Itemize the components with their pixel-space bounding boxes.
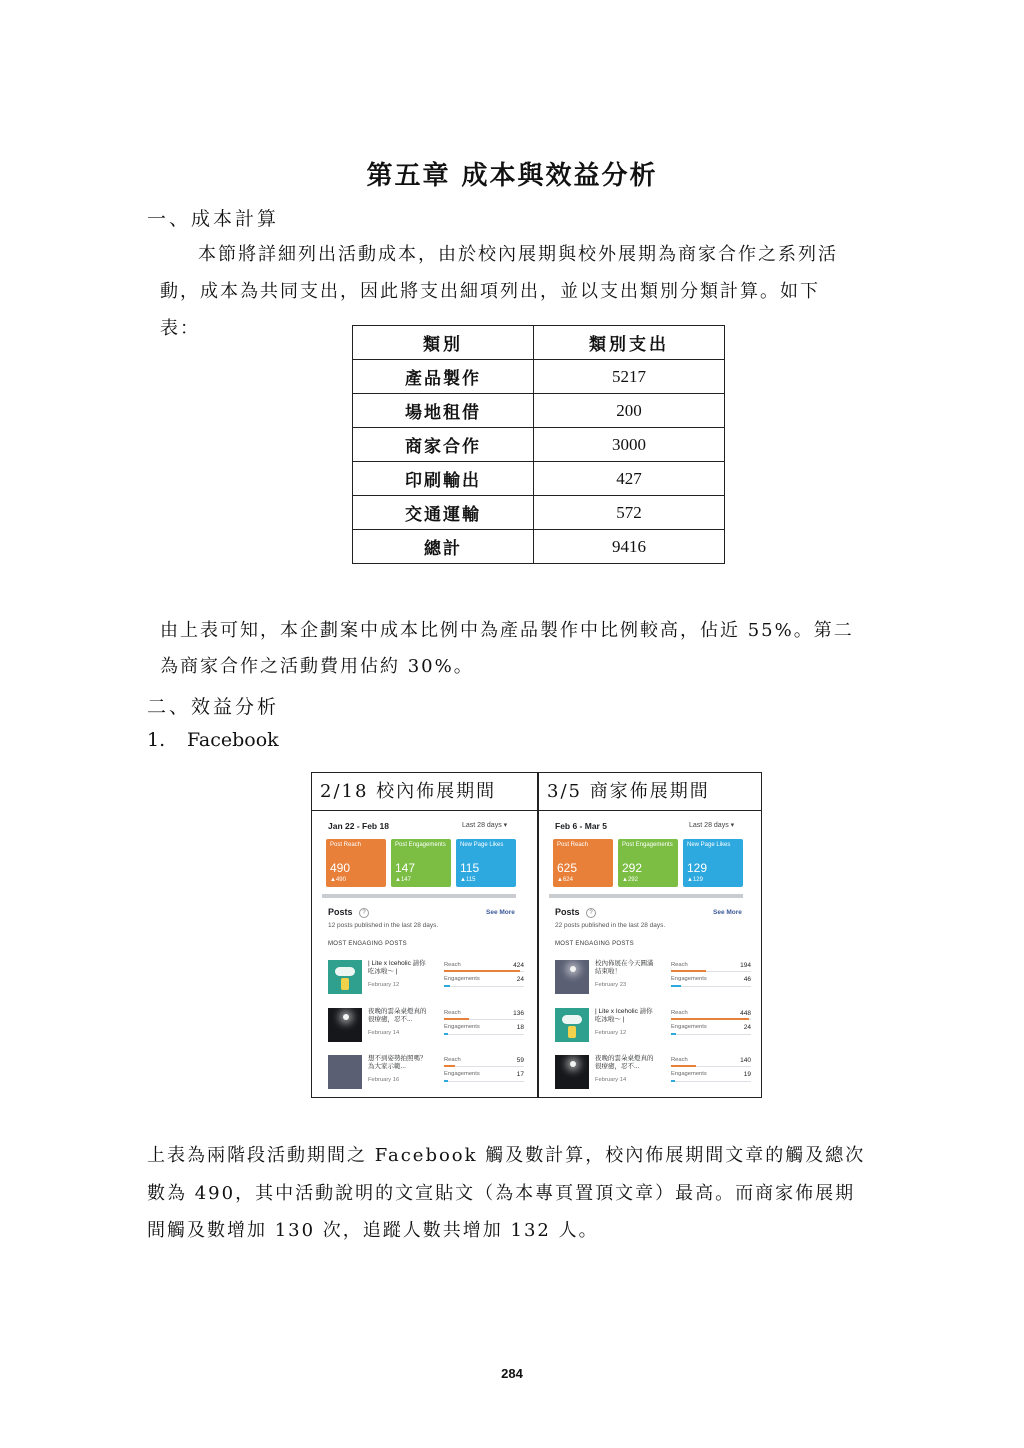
summary-line-1: 由上表可知，本企劃案中成本比例中為產品製作中比例較高，佔近 55%。第二 [160,620,854,641]
post-date: February 23 [595,982,627,988]
card-change: ▲624 [557,877,573,883]
engagements-value: 24 [516,976,524,983]
list-item[interactable] [328,1008,524,1048]
table-row [353,462,725,496]
page-title: 第五章 成本與效益分析 [366,161,658,191]
card-value: 115 [460,861,480,875]
post-thumbnail [328,1008,362,1042]
card-change: ▲115 [460,877,476,883]
table-row [353,360,725,394]
card-label: Post Engagements [395,842,446,848]
engagements-bar [671,985,681,987]
info-icon: ? [586,908,596,918]
cell-category: 總計 [353,530,534,564]
period-dropdown[interactable]: Last 28 days ▾ [689,822,735,829]
cost-para-line-2: 動，成本為共同支出，因此將支出細項列出，並以支出類別分類計算。如下 [160,281,820,302]
reach-label: Reach [444,1057,461,1063]
post-thumbnail [555,1008,589,1042]
post-thumbnail [555,960,589,994]
engagements-label: Engagements [444,1071,480,1077]
col-header-category: 類別 [353,326,534,360]
facebook-insights-figure [311,772,762,1098]
post-date: February 16 [368,1077,400,1083]
engagements-label: Engagements [671,1024,707,1030]
cell-amount: 5217 [534,360,725,394]
post-date: February 14 [368,1030,400,1036]
section-heading-benefit: 二、效益分析 [147,696,280,718]
card-value: 147 [395,861,416,875]
reach-label: Reach [671,1010,688,1016]
cell-category: 交通運輸 [353,496,534,530]
new-page-likes-card [683,839,743,887]
list-item-facebook: Facebook [187,729,279,751]
conclusion-line-3: 間觸及數增加 130 次，追蹤人數共增加 132 人。 [147,1220,599,1241]
post-date: February 12 [368,982,400,988]
card-change: ▲129 [687,877,703,883]
post-engagements-card [618,839,678,887]
info-icon: ? [359,908,369,918]
engagements-bar [444,1080,448,1082]
reach-label: Reach [444,962,461,968]
divider-bar [322,894,516,898]
card-change: ▲292 [622,877,638,883]
cell-amount: 427 [534,462,725,496]
summary-line-2: 為商家合作之活動費用佔約 30%。 [160,656,474,677]
engagements-value: 18 [516,1024,524,1031]
engagements-label: Engagements [671,976,707,982]
list-item[interactable] [328,960,524,1000]
reach-value: 194 [740,962,751,969]
engagements-value: 19 [743,1071,751,1078]
cell-category: 場地租借 [353,394,534,428]
card-label: New Page Likes [460,842,504,848]
period-dropdown[interactable]: Last 28 days ▾ [462,822,508,829]
reach-value: 136 [513,1010,524,1017]
cell-category: 產品製作 [353,360,534,394]
card-label: Post Reach [330,842,362,848]
date-range: Jan 22 - Feb 18 [328,821,389,831]
engagements-value: 46 [743,976,751,983]
card-label: Post Engagements [622,842,673,848]
card-change: ▲490 [330,877,346,883]
section-heading-cost: 一、成本計算 [147,208,280,230]
post-thumbnail [555,1055,589,1089]
card-value: 292 [622,861,643,875]
card-label: New Page Likes [687,842,731,848]
date-range: Feb 6 - Mar 5 [555,821,607,831]
cost-para-line-3: 表： [160,318,200,339]
post-thumbnail [328,960,362,994]
table-row [353,496,725,530]
reach-label: Reach [671,1057,688,1063]
most-engaging-heading: MOST ENGAGING POSTS [328,941,407,947]
cell-amount: 200 [534,394,725,428]
post-text: 想不到姿勢拍照嗎？為大家示範... [368,1055,427,1070]
right-insights-panel [539,813,761,1095]
engagements-label: Engagements [444,1024,480,1030]
table-row [353,428,725,462]
engagements-bar [444,1033,448,1035]
reach-bar [671,1018,749,1020]
post-text: | Lite x Iceholic 請你吃冰啦～ | [368,960,426,975]
most-engaging-heading: MOST ENGAGING POSTS [555,941,634,947]
card-label: Post Reach [557,842,589,848]
conclusion-line-1: 上表為兩階段活動期間之 Facebook 觸及數計算，校內佈展期間文章的觸及總次 [147,1145,866,1166]
reach-value: 59 [516,1057,524,1064]
reach-bar [444,970,520,972]
engagements-bar [444,985,450,987]
post-engagements-card [391,839,451,887]
post-thumbnail [328,1055,362,1089]
engagements-label: Engagements [444,976,480,982]
list-item-number: 1. [147,729,166,751]
card-value: 490 [330,861,351,875]
left-period-header: 2/18 校內佈展期間 [312,773,538,811]
right-period-header: 3/5 商家佈展期間 [539,773,761,811]
new-page-likes-card [456,839,516,887]
reach-value: 448 [740,1010,751,1017]
card-value: 625 [557,861,578,875]
reach-label: Reach [671,962,688,968]
table-row [353,394,725,428]
cost-table [352,325,725,564]
see-more-link[interactable]: See More [486,909,515,916]
reach-bar [671,1065,696,1067]
cell-amount: 9416 [534,530,725,564]
post-reach-card [326,839,386,887]
post-text: 夜晚的雲朵桌燈真的很療癒，忍不... [368,1008,427,1023]
post-text: | Lite x Iceholic 請你吃冰啦～ | [595,1008,653,1023]
cell-amount: 572 [534,496,725,530]
table-row-total [353,530,725,564]
cell-category: 印刷輸出 [353,462,534,496]
cell-amount: 3000 [534,428,725,462]
engagements-value: 24 [743,1024,751,1031]
post-text: 校內佈展在今天圓滿結束啦！ [595,960,654,975]
post-reach-card [553,839,613,887]
reach-bar [444,1018,469,1020]
left-insights-panel [312,813,534,1095]
posts-subtitle: 22 posts published in the last 28 days. [555,922,666,929]
posts-title: Posts [555,907,580,917]
cell-category: 商家合作 [353,428,534,462]
engagements-bar [671,1033,676,1035]
list-item[interactable] [555,1055,751,1095]
divider-bar [549,894,743,898]
list-item[interactable] [555,1008,751,1048]
reach-value: 140 [740,1057,751,1064]
reach-bar [671,970,706,972]
list-item[interactable] [555,960,751,1000]
engagements-value: 17 [516,1071,524,1078]
col-header-amount: 類別支出 [534,326,725,360]
reach-value: 424 [513,962,524,969]
card-value: 129 [687,861,708,875]
list-item[interactable] [328,1055,524,1095]
engagements-bar [671,1080,675,1082]
conclusion-line-2: 數為 490，其中活動說明的文宣貼文（為本專頁置頂文章）最高。而商家佈展期 [147,1183,856,1204]
engagements-label: Engagements [671,1071,707,1077]
post-date: February 12 [595,1030,627,1036]
card-change: ▲147 [395,877,411,883]
post-date: February 14 [595,1077,627,1083]
table-header-row [353,326,725,360]
reach-label: Reach [444,1010,461,1016]
posts-title: Posts [328,907,353,917]
cost-para-line-1: 本節將詳細列出活動成本，由於校內展期與校外展期為商家合作之系列活 [198,244,838,265]
posts-subtitle: 12 posts published in the last 28 days. [328,922,439,929]
post-text: 夜晚的雲朵桌燈真的很療癒，忍不... [595,1055,654,1070]
see-more-link[interactable]: See More [713,909,742,916]
page-number: 284 [501,1366,523,1381]
reach-bar [444,1065,455,1067]
